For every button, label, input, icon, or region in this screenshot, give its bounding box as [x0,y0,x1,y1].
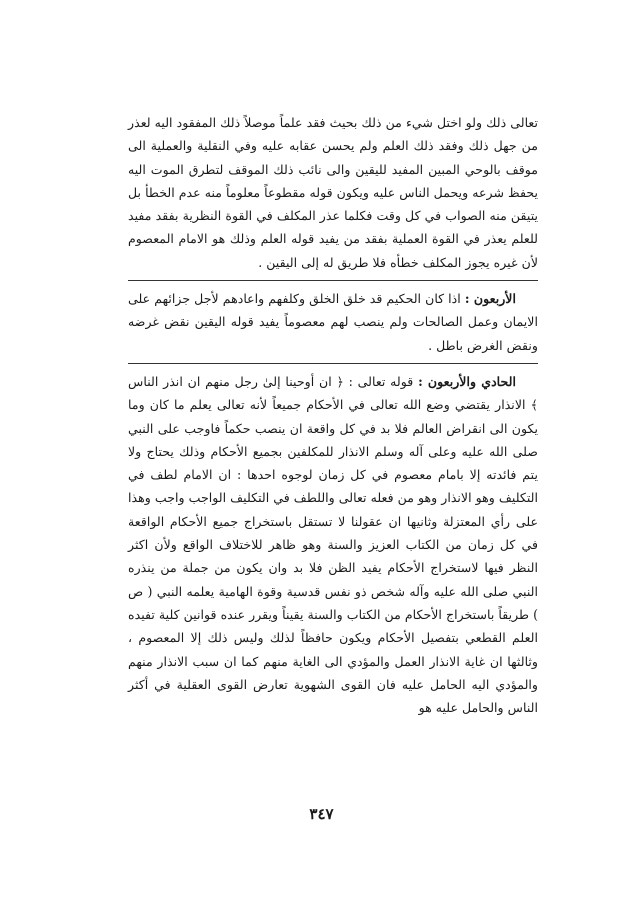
page-number: ٣٤٧ [309,805,334,823]
paragraph-lead: الحادي والأربعون : [418,373,516,389]
paragraph-text: قوله تعالى : ﴿ ان أوحينا إلىٰ رجل منهم ان انذر الناس ﴾ الانذار يقتضي وضع الله تعالى في الأحكام جميعاً لأنه تعالى يعلم ما كان وما يكون الى انقراض العالم فلا بد في كل واقعة ان ينصب حكماً فاوجب على النبي صلى الله عليه وعلى آله وسلم الانذار للمكلفين بجميع الأحكام وذلك يحتاج ولا يتم فائدته إلا بامام معصوم في كل زمان لوجوه احدها : ان الامام لطف في التكليف وهو الانذار وهو من فعله تعالى واللطف في التكليف الواجب واجب وهذا على رأي المعتزلة وثانيها ان عقولنا لا تستقل باستخراج جميع الأحكام الواقعة في كل زمان من الكتاب العزيز والسنة وهو ظاهر للاختلاف الواقع ولأن اكثر النظر فيها لاستخراج الأحكام يفيد الظن فلا بد وان يكون من جملة من ينذره النبي صلى الله عليه وآله شخص ذو نفس قدسية وقوة الهامية يعلمه النبي ( ص ) طريقاً باستخراج الأحكام من الكتاب والسنة يقيناً ويقرر عنده قوانين كلية تفيده العلم القطعي بتفصيل الأحكام ويكون حافظاً لذلك وليس ذلك إلا المعصوم ، وثالثها ان غاية الانذار العمل والمؤدي الى الغاية منهم كما ان سبب الانذار منهم والمؤدي اليه الحامل عليه فان القوى الشهوية تعارض القوى العقلية في أكثر الناس والحامل عليه هو [128,373,538,716]
section-divider [128,280,538,281]
paragraph-forty-first [128,370,538,719]
paragraph-continuation [128,111,538,274]
paragraph-lead: الأربعون : [464,291,516,307]
paragraph-text: تعالى ذلك ولو اختل شيء من ذلك بحيث فقد علماً موصلاً ذلك المفقود اليه لعذر من جهل ذلك وفقد ذلك العلم ولم يحسن عقابه عليه وفي النقلية والعملية الى موقف بالوحي المبين المفيد لليقين والى نائب ذلك الموقف لتطرق الموت اليه يحفظ شرعه ويحمل الناس عليه ويكون قوله مقطوعاً معلوماً منه عدم الخطأ بل يتيقن منه الصواب في كل وقت فكلما عذر المكلف في القوة النظرية بفقد مفيد للعلم يعذر في القوة العملية بفقد من يفيد قوله العلم وذلك هو الامام المعصوم لأن غيره يجوز المكلف خطأه فلا طريق له إلى اليقين . [128,115,538,270]
paragraph-text: اذا كان الحكيم قد خلق الخلق وكلفهم واعادهم لأجل جزائهم على الايمان وعمل الصالحات ولم ينصب لهم معصوماً يفيد قوله اليقين نقض غرضه ونقض الغرض باطل . [128,291,538,353]
main-text [128,111,538,719]
paragraph-fortieth [128,287,538,357]
section-divider [128,363,538,364]
